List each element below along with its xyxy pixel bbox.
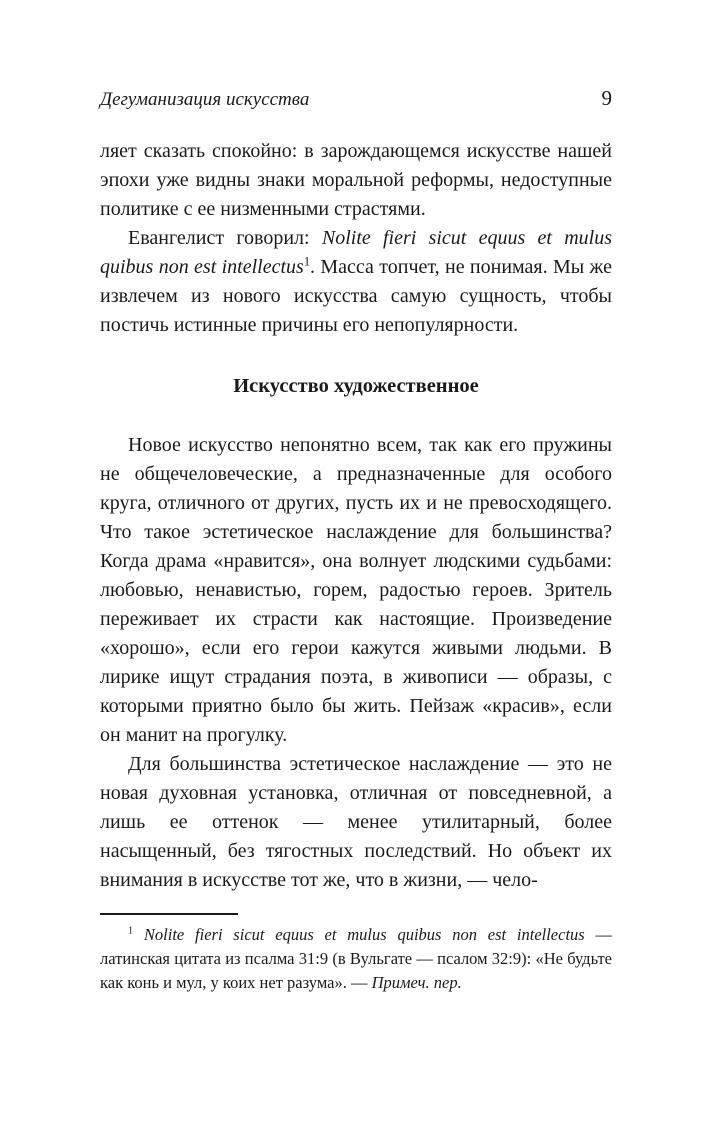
paragraph: Евангелист говорил: Nolite fieri sicut equus et mulus quibus non est intellectus$^1$. Масса топчет, не понимая. Мы же извлечем из нового искусства самую сущность, чтобы постичь истинные причины его непопулярности.	[100, 227, 612, 336]
paragraph: Новое искусство непонятно всем, так как его пружины не общечеловеческие, а предназначенные для особого круга, отличного от других, пусть их и не превосходящего. Что такое эстетическое наслаждение для большинства? Когда драма «нравится», она волнует людскими судьбами: любовью, ненавистью, горем, радостью героев. Зритель переживает их страсти как настоящие. Произведение «хорошо», если его герои кажутся живыми людьми. В лирике ищут страдания поэта, в живописи — образы, с которыми приятно было бы жить. Пейзаж «красив», если он манит на прогулку.	[100, 434, 612, 746]
paragraph-continuation: ляет сказать спокойно: в зарождающемся искусстве нашей эпохи уже видны знаки моральной реформы, недоступные политике с ее низменными страстями.	[100, 140, 612, 220]
page-number: 9	[601, 86, 612, 110]
page-body	[100, 137, 612, 895]
paragraph: Для большинства эстетическое наслаждение — это не новая духовная установка, отличная от повседневной, а лишь ее оттенок — менее утилитарный, более насыщенный, без тягостных последствий. Но объект их внимания в искусстве тот же, что в жизни, — чело-	[100, 753, 612, 891]
footnote-area	[100, 913, 612, 995]
running-header-title: Дегуманизация искусства	[100, 89, 310, 110]
section-heading: Искусство художественное	[233, 375, 479, 397]
footnote: $^1$ Nolite fieri sicut equus et mulus quibus non est intellectus — латинская цитата из псалма 31:9 (в Вульгате — псалом 32:9): «Не будьте как конь и мул, у коих нет разума». — Примеч. пер.	[100, 925, 613, 992]
footnote-divider	[100, 913, 238, 915]
running-header	[100, 86, 612, 111]
